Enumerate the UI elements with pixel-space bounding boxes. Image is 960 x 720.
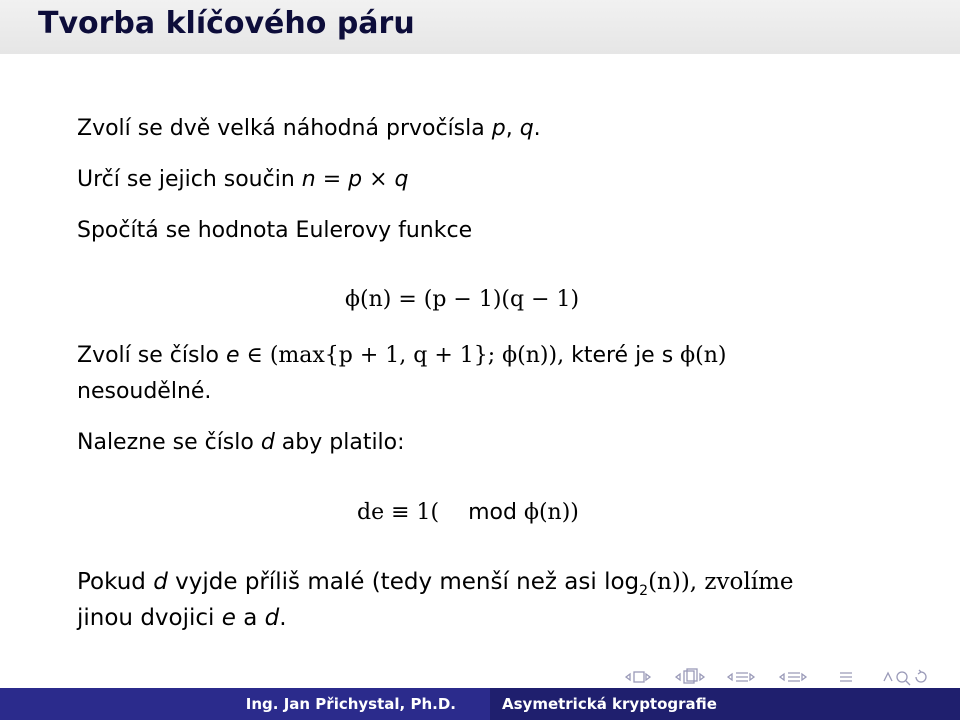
slide-title: Tvorba klíčového páru (38, 6, 415, 41)
line-find-d: Nalezne se číslo d aby platilo: (77, 430, 405, 455)
footer-author: Ing. Jan Přichystal, Ph.D. (0, 688, 490, 720)
footer-topic: Asymetrická kryptografie (490, 688, 960, 720)
beamer-navigation-bar (620, 667, 950, 687)
equation-euler: ϕ(n) = (p − 1)(q − 1) (345, 287, 580, 312)
line-small-d: Pokud d vyjde příliš malé (tedy menší než asi $\log_2(n)$), zvolíme (77, 569, 794, 599)
nav-document-icon[interactable] (780, 673, 806, 681)
nav-section-icon[interactable] (728, 673, 754, 681)
nav-search-icon[interactable] (884, 670, 926, 685)
slide-footer (0, 688, 960, 720)
line-euler: Spočítá se hodnota Eulerovy funkce (77, 218, 473, 243)
line-new-pair: jinou dvojici e a d. (77, 605, 287, 631)
line-choose-e: Zvolí se číslo e ∈ (max{p + 1, q + 1}; ϕ(n)), které je s ϕ(n) (77, 343, 727, 368)
line-coprime: nesoudělné. (77, 379, 212, 404)
slide-title-bar (0, 0, 960, 54)
line-product: Určí se jejich součin n = p × q (77, 167, 409, 192)
nav-align-icon[interactable] (840, 673, 852, 681)
nav-subsection-icon[interactable] (676, 669, 704, 683)
line-primes: Zvolí se dvě velká náhodná prvočísla p, q. (77, 116, 541, 141)
nav-frame-prev-icon[interactable] (626, 672, 650, 682)
equation-modular: de ≡ 1( mod ϕ(n)) (357, 500, 579, 525)
